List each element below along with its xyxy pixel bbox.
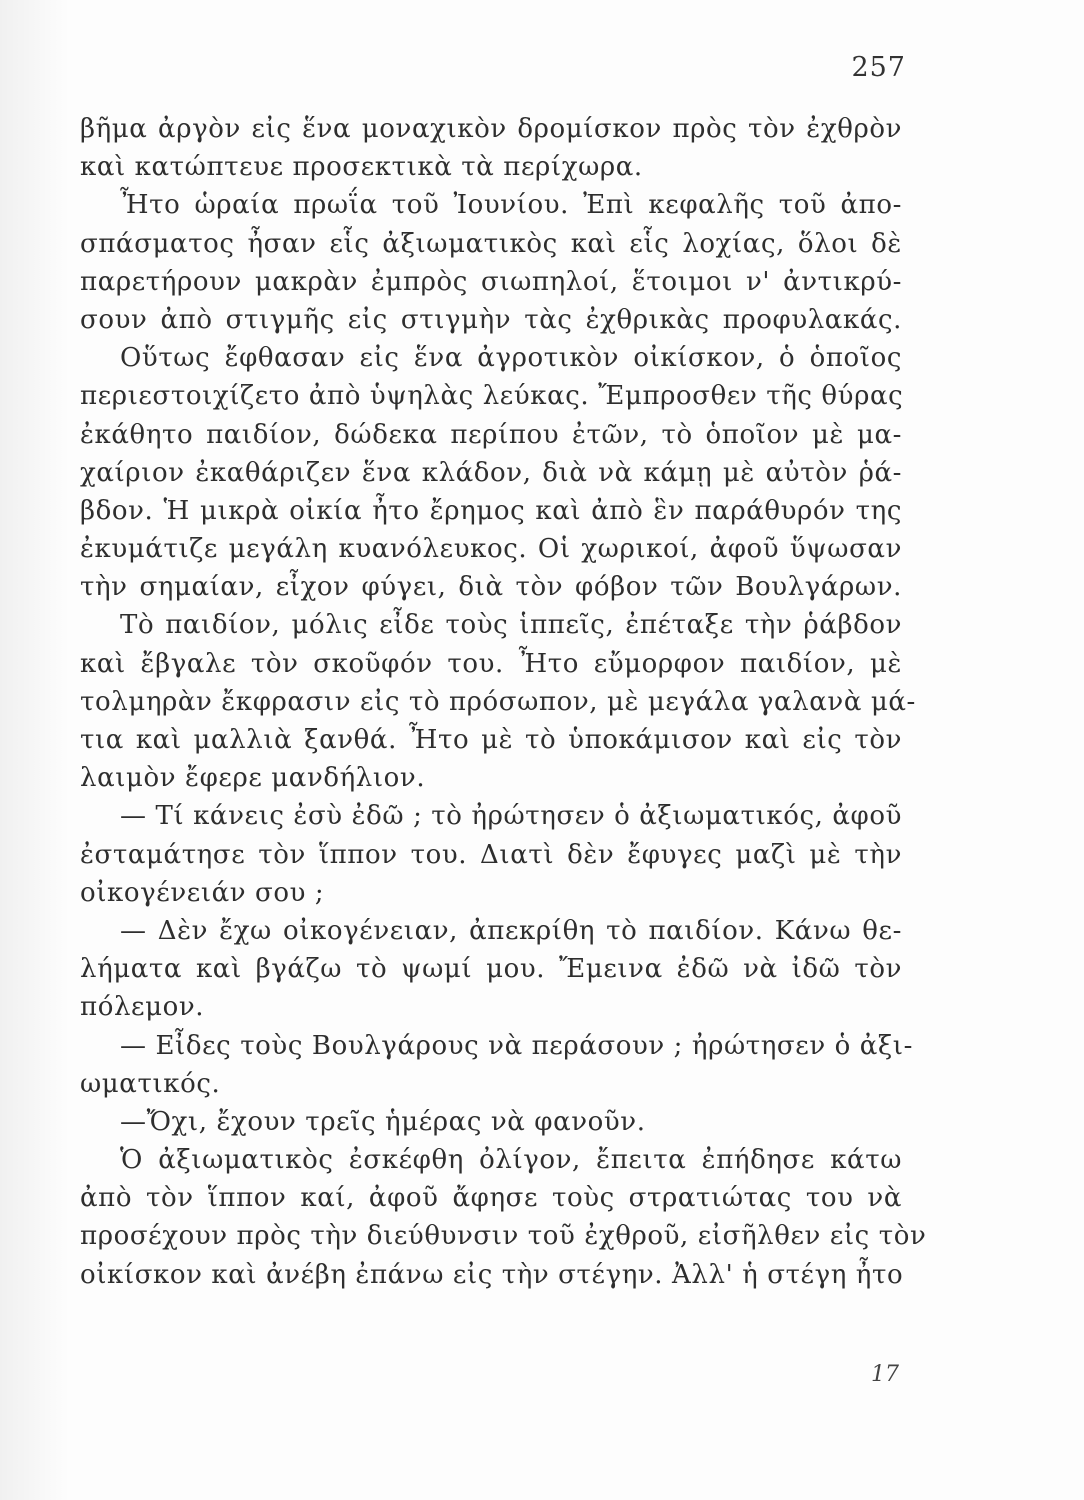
- text-line: — Δὲν ἔχω οἰκογένειαν, ἀπεκρίθη τὸ παιδίον. Κάνω θε-: [120, 915, 902, 946]
- text-line: τολμηρὰν ἔκφρασιν εἰς τὸ πρόσωπον, μὲ μεγάλα γαλανὰ μά-: [80, 686, 916, 717]
- text-line: χαίριον ἐκαθάριζεν ἕνα κλάδον, διὰ νὰ κάμῃ μὲ αὐτὸν ῥά-: [80, 457, 902, 488]
- text-line: — Τί κάνεις ἐσὺ ἐδῶ ; τὸ ἠρώτησεν ὁ ἀξιωματικός, ἀφοῦ: [120, 801, 902, 832]
- text-line: παρετήρουν μακρὰν ἐμπρὸς σιωπηλοί, ἕτοιμοι ν' ἀντικρύ-: [80, 266, 902, 297]
- text-line: Ἦτο ὡραία πρωΐα τοῦ Ἰουνίου. Ἐπὶ κεφαλῆς τοῦ ἀπο-: [120, 190, 902, 221]
- text-line: βδον. Ἡ μικρὰ οἰκία ἦτο ἔρημος καὶ ἀπὸ ἓν παράθυρόν της: [80, 495, 902, 526]
- text-line: λαιμὸν ἔφερε μανδήλιον.: [80, 763, 426, 794]
- text-line: Τὸ παιδίον, μόλις εἶδε τοὺς ἱππεῖς, ἐπέταξε τὴν ῥάβδον: [120, 610, 902, 641]
- text-line: καὶ κατώπτευε προσεκτικὰ τὰ περίχωρα.: [80, 152, 643, 183]
- text-line: ἐκυμάτιζε μεγάλη κυανόλευκος. Οἱ χωρικοί, ἀφοῦ ὕψωσαν: [80, 534, 902, 565]
- text-line: πόλεμον.: [80, 992, 205, 1023]
- text-line: οἰκίσκον καὶ ἀνέβη ἐπάνω εἰς τὴν στέγην. Ἀλλ' ἡ στέγη ἦτο: [80, 1259, 904, 1290]
- text-line: ἀπὸ τὸν ἵππον καί, ἀφοῦ ἄφησε τοὺς στρατιώτας του νὰ: [80, 1183, 902, 1214]
- text-line: καὶ ἔβγαλε τὸν σκοῦφόν του. Ἦτο εὔμορφον παιδίον, μὲ: [80, 648, 902, 679]
- text-line: οἰκογένειάν σου ;: [80, 877, 325, 908]
- text-line: τια καὶ μαλλιὰ ξανθά. Ἦτο μὲ τὸ ὑποκάμισον καὶ εἰς τὸν: [80, 725, 902, 755]
- page-number: 257: [851, 52, 906, 83]
- text-line: περιεστοιχίζετο ἀπὸ ὑψηλὰς λεύκας. Ἔμπροσθεν τῆς θύρας: [80, 381, 904, 412]
- text-line: Οὕτως ἔφθασαν εἰς ἕνα ἀγροτικὸν οἰκίσκον, ὁ ὁποῖος: [120, 343, 902, 374]
- text-line: ἐσταμάτησε τὸν ἵππον του. Διατὶ δὲν ἔφυγες μαζὶ μὲ τὴν: [80, 839, 902, 870]
- text-line: ἐκάθητο παιδίον, δώδεκα περίπου ἐτῶν, τὸ ὁποῖον μὲ μα-: [80, 419, 902, 450]
- text-line: προσέχουν πρὸς τὴν διεύθυνσιν τοῦ ἐχθροῦ, εἰσῆλθεν εἰς τὸν: [80, 1221, 927, 1252]
- text-line: σπάσματος ἦσαν εἷς ἀξιωματικὸς καὶ εἷς λοχίας, ὅλοι δὲ: [80, 228, 902, 259]
- text-line: Ὁ ἀξιωματικὸς ἐσκέφθη ὀλίγον, ἔπειτα ἐπήδησε κάτω: [120, 1145, 902, 1176]
- text-line: λήματα καὶ βγάζω τὸ ψωμί μου. Ἔμεινα ἐδῶ νὰ ἰδῶ τὸν: [80, 954, 902, 985]
- scan-edge-shadow: [0, 0, 70, 1500]
- text-line: ωματικός.: [80, 1068, 221, 1099]
- text-line: βῆμα ἀργὸν εἰς ἕνα μοναχικὸν δρομίσκον πρὸς τὸν ἐχθρὸν: [80, 114, 902, 144]
- body-text: [80, 110, 927, 1294]
- text-line: σουν ἀπὸ στιγμῆς εἰς στιγμὴν τὰς ἐχθρικὰς προφυλακάς.: [80, 304, 902, 335]
- signature-mark: 17: [871, 1362, 899, 1387]
- text-line: —Ὄχι, ἔχουν τρεῖς ἡμέρας νὰ φανοῦν.: [120, 1106, 646, 1137]
- text-line: τὴν σημαίαν, εἶχον φύγει, διὰ τὸν φόβον τῶν Βουλγάρων.: [80, 572, 902, 603]
- text-line: — Εἶδες τοὺς Βουλγάρους νὰ περάσουν ; ἠρώτησεν ὁ ἀξι-: [120, 1030, 913, 1061]
